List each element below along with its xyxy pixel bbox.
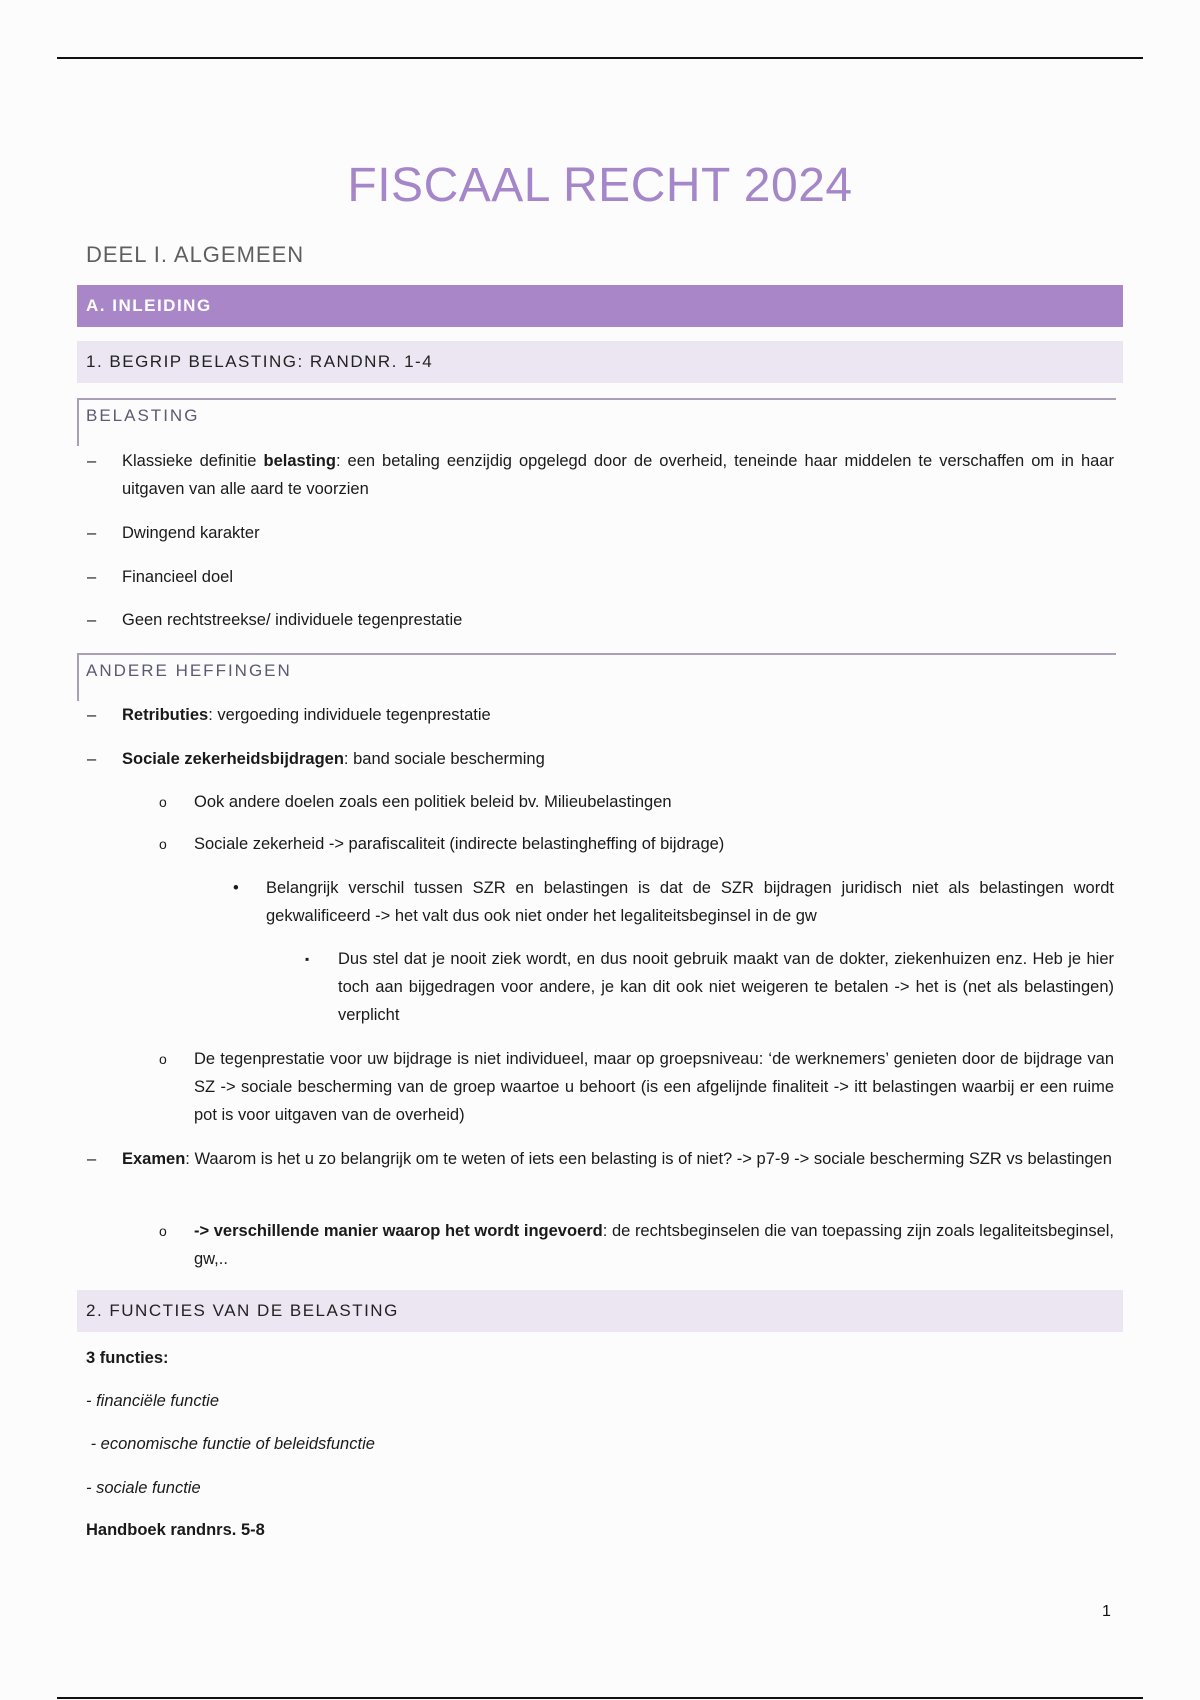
page-number: 1 bbox=[1102, 1603, 1111, 1620]
heading-1-label: 1. BEGRIP BELASTING: RANDNR. 1-4 bbox=[86, 352, 434, 371]
circle-marker: o bbox=[159, 794, 167, 810]
list-item: – Retributies: vergoeding individuele tegenprestatie bbox=[122, 701, 1114, 729]
subheading-belasting: BELASTING bbox=[77, 398, 1116, 446]
part-heading: DEEL I. ALGEMEEN bbox=[86, 242, 305, 267]
top-rule bbox=[57, 57, 1143, 59]
functie-item: - financiële functie bbox=[86, 1392, 219, 1410]
list-item: o Ook andere doelen zoals een politiek beleid bv. Milieubelastingen bbox=[194, 788, 1114, 816]
dash-marker: – bbox=[87, 568, 97, 586]
list-item: o De tegenprestatie voor uw bijdrage is niet individueel, maar op groepsniveau: ‘de werknemers’ genieten door de bijdrage van SZ -> sociale bescherming van de groep waartoe u behoort (is een afgelijnde finaliteit -> itt belastingen waarbij er een ruime pot is voor uitgaven van de overheid) bbox=[194, 1045, 1114, 1129]
list-item: – Sociale zekerheidsbijdragen: band sociale bescherming bbox=[122, 745, 1114, 773]
list-item: o Sociale zekerheid -> parafiscaliteit (indirecte belastingheffing of bijdrage) bbox=[194, 830, 1114, 858]
circle-marker: o bbox=[159, 1051, 167, 1067]
functie-item: - economische functie of beleidsfunctie bbox=[86, 1435, 375, 1453]
dash-marker: – bbox=[87, 452, 97, 470]
dash-marker: – bbox=[87, 611, 97, 629]
heading-2-bar bbox=[77, 1290, 1123, 1332]
list-item: – Dwingend karakter bbox=[122, 519, 1114, 547]
list-item: ▪ Dus stel dat je nooit ziek wordt, en dus nooit gebruik maakt van de dokter, ziekenhuizen enz. Heb je hier toch aan bijgedragen voor andere, je kan dit ook niet weigeren te betalen -> het is (net als belastingen) verplicht bbox=[338, 945, 1114, 1029]
bottom-rule bbox=[57, 1697, 1143, 1699]
list-item: – Financieel doel bbox=[122, 563, 1114, 591]
subheading-andere-heffingen: ANDERE HEFFINGEN bbox=[77, 653, 1116, 701]
square-marker: ▪ bbox=[305, 952, 310, 966]
functies-label: 3 functies: bbox=[86, 1349, 169, 1367]
heading-2-label: 2. FUNCTIES VAN DE BELASTING bbox=[86, 1301, 399, 1320]
functie-item: - sociale functie bbox=[86, 1479, 201, 1497]
dash-marker: – bbox=[87, 524, 97, 542]
list-item: – Examen: Waarom is het u zo belangrijk om te weten of iets een belasting is of niet? -> p7-9 -> sociale bescherming SZR vs belastingen bbox=[122, 1145, 1114, 1173]
section-a-label: A. INLEIDING bbox=[86, 296, 212, 315]
bullet-marker: • bbox=[233, 879, 239, 897]
handboek-reference: Handboek randnrs. 5-8 bbox=[86, 1521, 265, 1539]
list-item: o -> verschillende manier waarop het wordt ingevoerd: de rechtsbeginselen die van toepassing zijn zoals legaliteitsbeginsel, gw,.. bbox=[194, 1217, 1114, 1273]
dash-marker: – bbox=[87, 1150, 97, 1168]
list-item: • Belangrijk verschil tussen SZR en belastingen is dat de SZR bijdragen juridisch niet als belastingen wordt gekwalificeerd -> het valt dus ook niet onder het legaliteitsbeginsel in de gw bbox=[266, 874, 1114, 930]
list-item: – Klassieke definitie belasting: een betaling eenzijdig opgelegd door de overheid, teneinde haar middelen te verschaffen om in haar uitgaven van alle aard te voorzien bbox=[122, 447, 1114, 503]
heading-1-bar bbox=[77, 341, 1123, 383]
circle-marker: o bbox=[159, 1223, 167, 1239]
circle-marker: o bbox=[159, 836, 167, 852]
dash-marker: – bbox=[87, 706, 97, 724]
section-a-bar bbox=[77, 285, 1123, 327]
document-title: FISCAAL RECHT 2024 bbox=[347, 159, 853, 212]
dash-marker: – bbox=[87, 750, 97, 768]
list-item: – Geen rechtstreekse/ individuele tegenprestatie bbox=[122, 606, 1114, 634]
